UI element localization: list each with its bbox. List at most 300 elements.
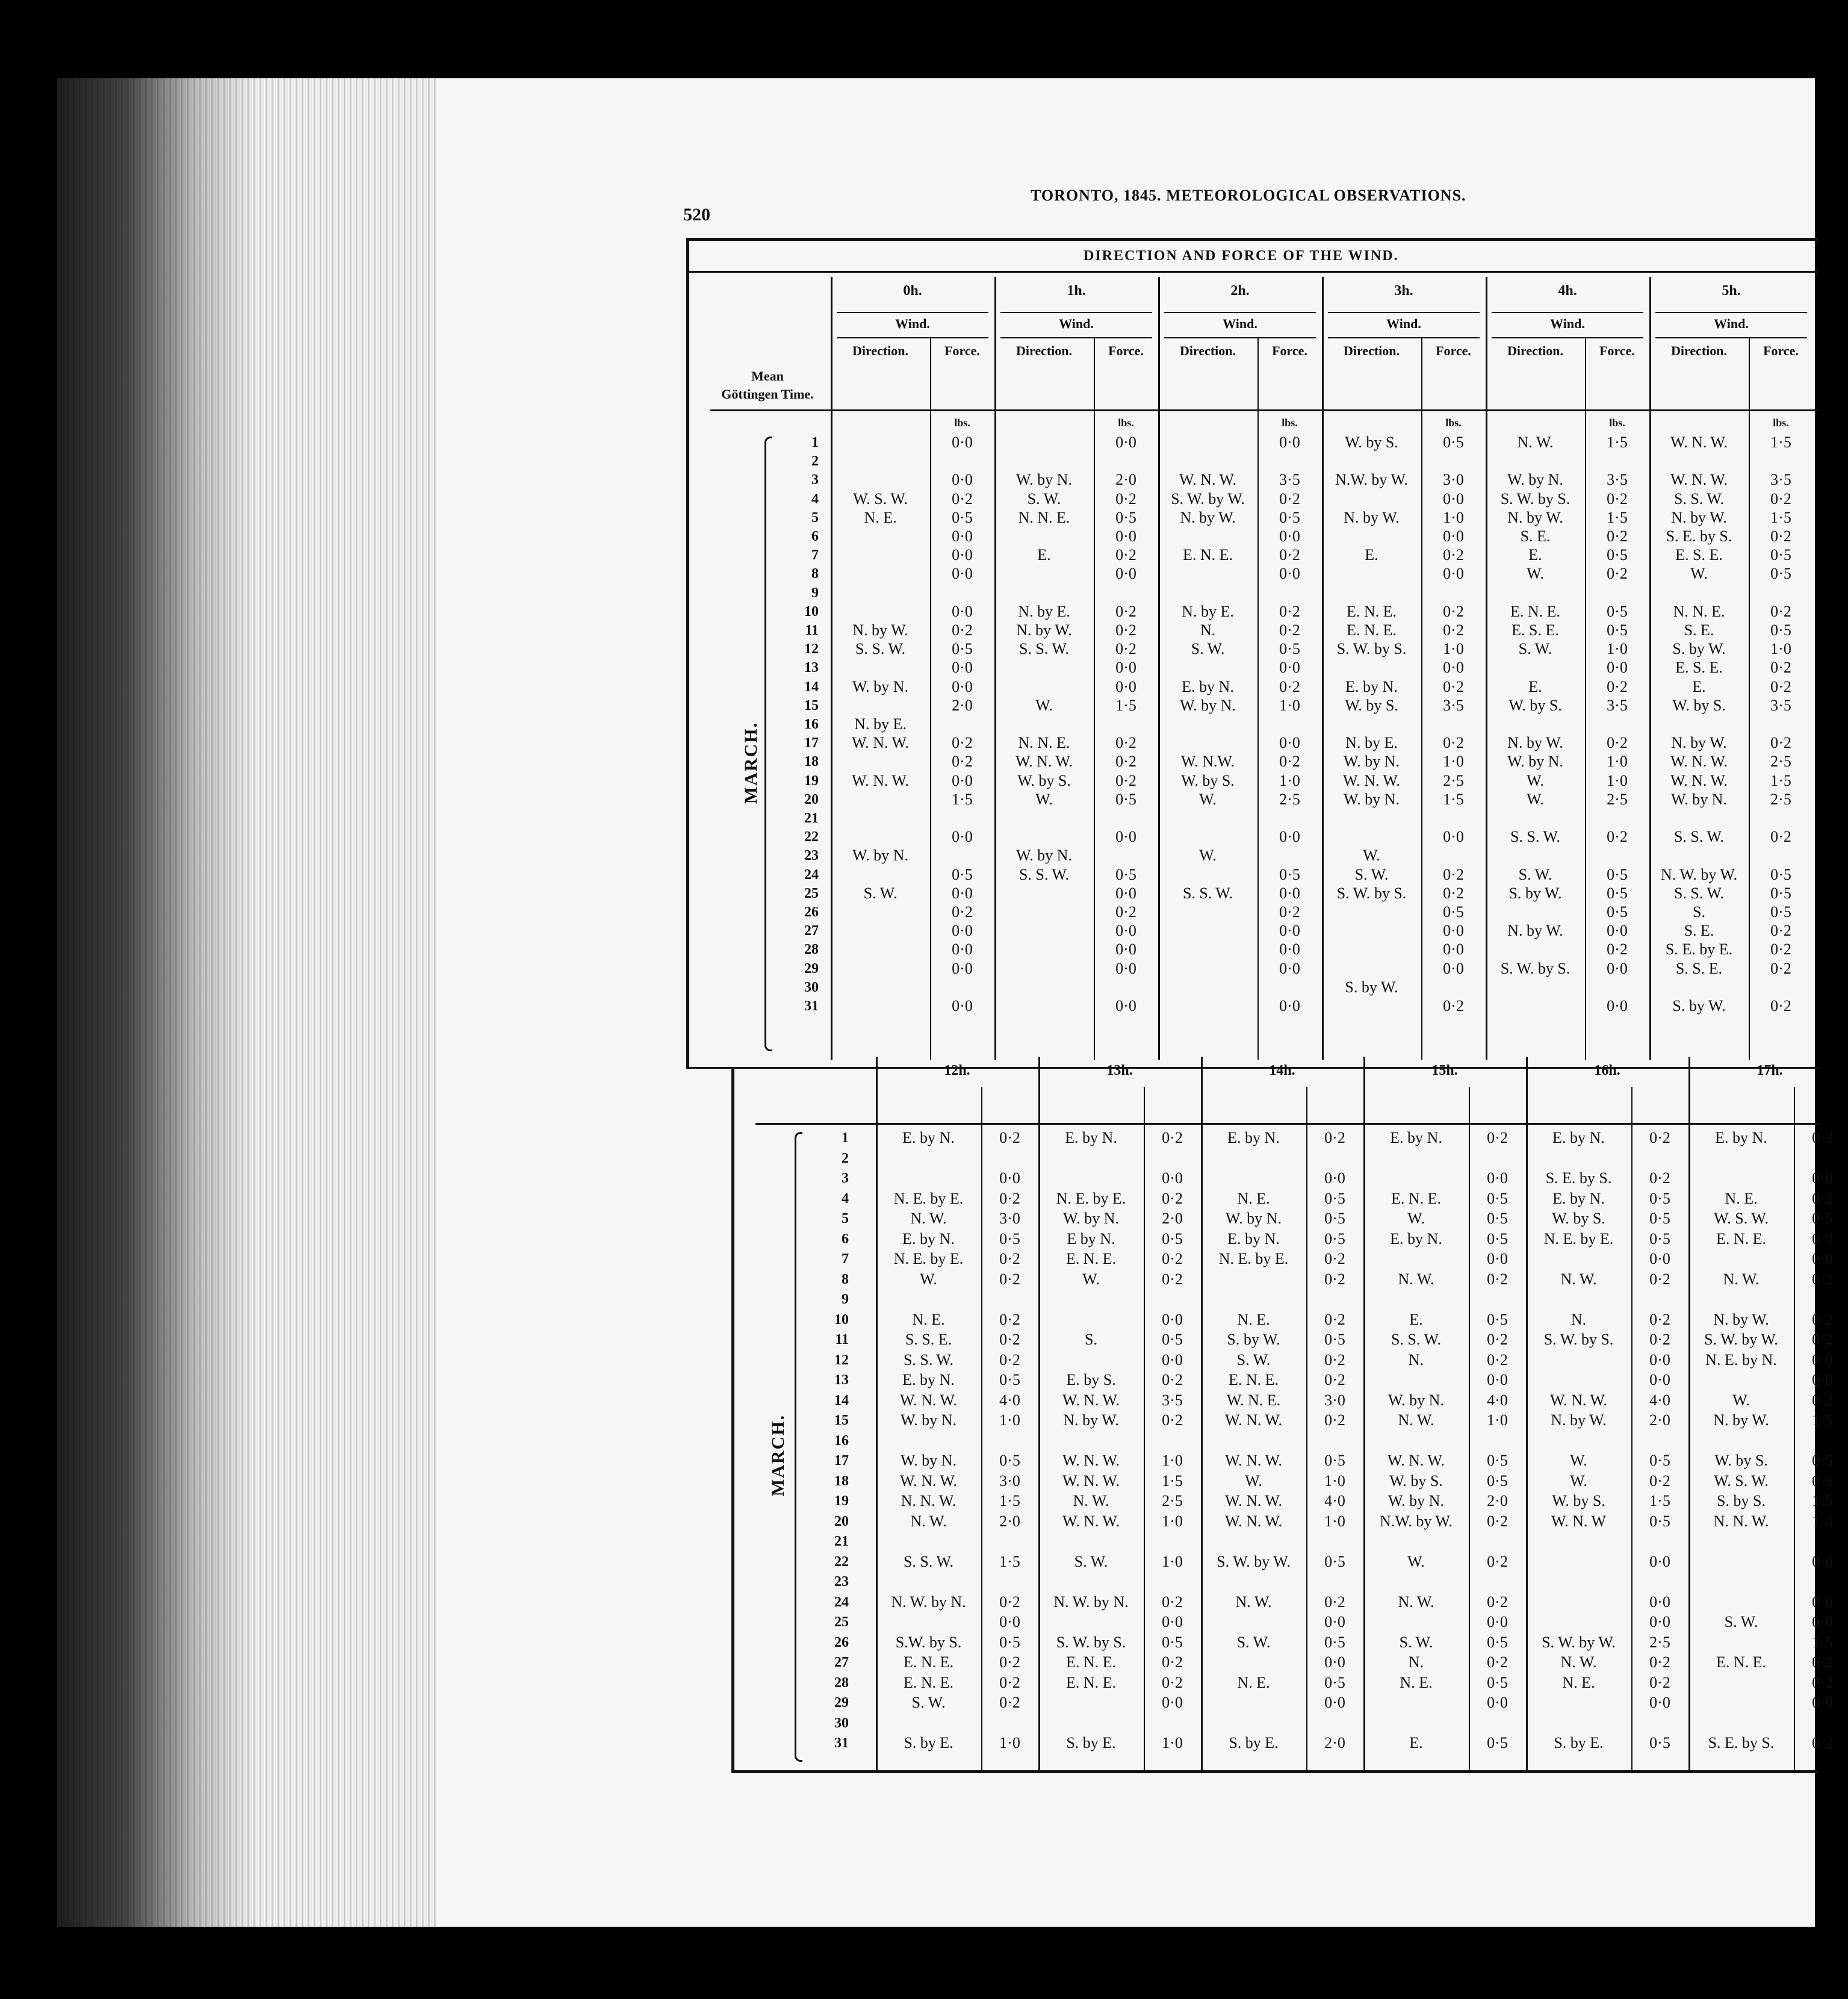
direction-header: Direction. (1507, 343, 1564, 358)
wind-force-cell: 0·0 (1649, 1371, 1670, 1388)
wind-force-cell: 0·5 (1487, 1734, 1508, 1752)
wind-direction-cell: N. (1408, 1653, 1424, 1671)
column-rule (1486, 277, 1487, 1060)
wind-force-cell: 0·0 (1115, 940, 1136, 959)
day-number: 27 (804, 923, 819, 939)
force-rule (1421, 337, 1422, 1060)
wind-direction-cell: W. N. W. (1549, 1391, 1608, 1409)
wind-force-cell: 0·0 (1812, 1250, 1833, 1267)
wind-force-cell: 0·5 (1443, 903, 1464, 921)
wind-force-cell: 0·2 (1162, 1673, 1183, 1691)
wind-direction-cell: W. by N. (852, 847, 908, 865)
wind-force-cell: 0·5 (999, 1230, 1020, 1248)
wind-force-cell: 0·0 (1812, 1351, 1833, 1369)
wind-force-cell: 0·0 (1115, 677, 1136, 695)
wind-force-cell: 0·2 (1649, 1310, 1670, 1328)
table-left-rule (686, 238, 689, 1069)
wind-force-cell: 0·0 (952, 677, 973, 695)
wind-direction-cell: E. by N. (1715, 1129, 1767, 1146)
wind-force-cell: 0·5 (1324, 1633, 1345, 1651)
wind-force-cell: 0·2 (1443, 621, 1464, 639)
wind-force-cell: 0·5 (1115, 790, 1136, 808)
wind-force-cell: 0·2 (1770, 602, 1791, 620)
wind-direction-cell: N. W. (1560, 1653, 1597, 1671)
wind-direction-cell: S. W. by W. (1704, 1331, 1778, 1348)
wind-force-cell: 0·5 (1324, 1210, 1345, 1227)
day-number: 14 (834, 1392, 849, 1408)
hour-header: 15h. (1431, 1063, 1458, 1078)
day-number: 7 (842, 1251, 849, 1267)
wind-force-cell: 1·5 (999, 1492, 1020, 1509)
wind-direction-cell: W. by S. (1714, 1452, 1768, 1469)
wind-force-cell: 0·0 (952, 434, 973, 451)
wind-force-cell: 0·5 (1324, 1673, 1345, 1691)
wind-direction-cell: S. W. (1074, 1552, 1108, 1570)
wind-force-cell: 0·2 (1487, 1351, 1508, 1369)
wind-direction-cell: N. by W. (1180, 508, 1236, 526)
force-rule (930, 337, 931, 1060)
wind-force-cell: 0·2 (999, 1310, 1020, 1328)
wind-direction-cell: W. by N. (1063, 1210, 1119, 1227)
day-number: 15 (834, 1413, 849, 1428)
wind-force-cell: 2·5 (1649, 1633, 1670, 1651)
wind-force-cell: 2·0 (1162, 1210, 1183, 1227)
wind-force-cell: 0·0 (1649, 1613, 1670, 1631)
wind-force-cell: 0·5 (1115, 508, 1136, 526)
wind-force-cell: 0·2 (1770, 959, 1791, 977)
wind-subheader: Wind. (1059, 316, 1094, 331)
wind-direction-cell: N. by W. (1507, 508, 1563, 526)
wind-direction-cell: S. S. E. (905, 1331, 952, 1348)
wind-direction-cell: W. N. W. (1670, 753, 1728, 771)
wind-direction-cell: S. E. (1520, 527, 1551, 545)
wind-direction-cell: E. by N. (1345, 677, 1398, 695)
wind-force-cell: 1·0 (1279, 771, 1300, 789)
wind-direction-cell: W. by S. (1389, 1472, 1443, 1490)
day-number: 9 (811, 585, 819, 601)
day-number: 9 (842, 1292, 849, 1307)
wind-force-cell: 0·2 (1487, 1129, 1508, 1146)
wind-direction-cell: S. E. by S. (1708, 1734, 1775, 1752)
subheader-rule (1164, 312, 1316, 313)
wind-force-cell: 0·2 (1770, 940, 1791, 959)
wind-force-cell: 0·5 (1115, 865, 1136, 883)
wind-force-cell: 0·0 (1812, 1169, 1833, 1187)
wind-direction-cell: S. S. W. (903, 1552, 954, 1570)
wind-force-cell: 0·2 (952, 903, 973, 921)
wind-force-cell: 1·5 (1162, 1472, 1183, 1490)
wind-force-cell: 0·0 (1324, 1613, 1345, 1631)
wind-direction-cell: E. by N. (902, 1129, 955, 1146)
wind-force-cell: 0·0 (1279, 734, 1300, 752)
wind-direction-cell: S. W. by S. (1500, 490, 1570, 508)
header-bottom-rule (755, 1123, 1818, 1125)
day-number: 31 (804, 998, 819, 1014)
day-number: 18 (834, 1473, 849, 1489)
day-number: 2 (842, 1150, 849, 1166)
wind-force-cell: 0·2 (1607, 565, 1628, 583)
wind-direction-cell: S. W. (911, 1694, 946, 1711)
wind-force-cell: 0·5 (1324, 1189, 1345, 1207)
wind-force-cell: 1·0 (1607, 753, 1628, 771)
wind-force-cell: 0·2 (1770, 828, 1791, 846)
wind-direction-cell: W. by N. (1344, 753, 1400, 771)
wind-force-cell: 2·0 (952, 696, 973, 714)
wind-force-cell: 0·2 (1162, 1250, 1183, 1267)
wind-force-cell: 0·0 (1279, 940, 1300, 959)
wind-direction-cell: N. N. W. (901, 1492, 957, 1509)
running-head: TORONTO, 1845. METEOROLOGICAL OBSERVATIONS. (1031, 187, 1466, 204)
wind-direction-cell: E. by N. (1065, 1129, 1117, 1146)
wind-direction-cell: S. E. by E. (1665, 940, 1733, 959)
wind-direction-cell: W. by S. (1552, 1492, 1605, 1509)
wind-force-cell: 0·0 (1279, 884, 1300, 902)
wind-direction-cell: N. W. (1073, 1492, 1109, 1509)
wind-force-cell: 0·2 (1324, 1250, 1345, 1267)
wind-force-cell: 1·0 (999, 1734, 1020, 1752)
wind-force-cell: 0·2 (952, 621, 973, 639)
wind-force-cell: 0·0 (1279, 828, 1300, 846)
wind-force-cell: 1·0 (1443, 508, 1464, 526)
wind-direction-cell: N. E. by E. (1543, 1230, 1614, 1248)
wind-direction-cell: W. N. W. (899, 1472, 958, 1490)
wind-force-cell: 0·0 (1443, 959, 1464, 977)
day-number: 25 (834, 1614, 849, 1630)
wind-force-cell: 1·0 (1770, 640, 1791, 658)
day-number: 16 (834, 1432, 849, 1449)
wind-force-cell: 0·2 (1812, 1653, 1833, 1671)
day-number: 4 (811, 491, 819, 507)
wind-force-cell: 0·0 (1649, 1250, 1670, 1267)
wind-direction-cell: N. N. E. (1018, 734, 1070, 752)
wind-force-cell: 1·0 (1279, 696, 1300, 714)
page-number: 520 (683, 205, 710, 225)
day-number: 11 (805, 623, 819, 638)
wind-force-cell: 0·2 (1487, 1552, 1508, 1570)
wind-direction-cell: N. W. (910, 1512, 947, 1530)
wind-force-cell: 0·2 (1443, 734, 1464, 752)
column-rule (1526, 1057, 1528, 1770)
wind-force-cell: 0·2 (1279, 621, 1300, 639)
wind-force-cell: 0·0 (1279, 434, 1300, 451)
month-label: MARCH. (768, 1414, 789, 1497)
wind-force-cell: 3·0 (1324, 1391, 1345, 1409)
day-number: 30 (834, 1715, 849, 1731)
wind-direction-cell: S. S. W. (903, 1351, 954, 1369)
force-header: Force. (1272, 343, 1307, 358)
wind-direction-cell: S. W. (863, 884, 898, 902)
day-number: 31 (834, 1735, 849, 1751)
wind-direction-cell: S. E. (1684, 922, 1714, 940)
day-number: 21 (804, 810, 819, 826)
month-brace (764, 437, 772, 1051)
wind-force-cell: 0·5 (1770, 621, 1791, 639)
title-underline (689, 271, 1818, 273)
wind-force-cell: 0·0 (1812, 1552, 1833, 1570)
wind-force-cell: 0·2 (1115, 602, 1136, 620)
wind-direction-cell: N. E. (1725, 1189, 1758, 1207)
wind-force-cell: 0·2 (1115, 640, 1136, 658)
wind-direction-cell: S. (1693, 903, 1705, 921)
wind-direction-cell: E. S. E. (1512, 621, 1559, 639)
wind-direction-cell: N. E. (912, 1310, 945, 1328)
wind-force-cell: 1·5 (999, 1552, 1020, 1570)
wind-force-cell: 0·0 (952, 527, 973, 545)
wind-force-cell: 0·2 (1162, 1371, 1183, 1388)
wind-force-cell: 0·5 (1487, 1230, 1508, 1248)
wind-force-cell: 0·2 (1487, 1512, 1508, 1530)
column-rule (1158, 277, 1160, 1060)
wind-force-cell: 0·2 (1487, 1270, 1508, 1288)
subheader-rule (1164, 337, 1316, 338)
month-brace (795, 1132, 802, 1762)
subheader-rule (1000, 337, 1152, 338)
wind-force-cell: 0·2 (1812, 1734, 1833, 1752)
wind-force-cell: 0·0 (952, 602, 973, 620)
day-number: 22 (834, 1553, 849, 1570)
wind-direction-cell: S. W. by W. (1542, 1633, 1616, 1651)
wind-force-cell: 1·5 (1770, 434, 1791, 451)
direction-header: Direction. (1179, 343, 1236, 358)
day-number: 8 (811, 566, 819, 582)
wind-direction-cell: W. (1690, 565, 1708, 583)
wind-force-cell: 0·5 (1649, 1189, 1670, 1207)
wind-force-cell: 0·2 (1812, 1270, 1833, 1288)
wind-force-cell: 0·2 (1162, 1653, 1183, 1671)
wind-force-cell: 0·5 (1649, 1734, 1670, 1752)
wind-force-cell: 0·0 (952, 546, 973, 564)
hour-header: 13h. (1106, 1063, 1133, 1078)
wind-force-cell: 0·0 (1607, 997, 1628, 1015)
wind-force-cell: 0·5 (1607, 865, 1628, 883)
wind-force-cell: 1·0 (1162, 1734, 1183, 1752)
wind-force-cell: 0·0 (1279, 527, 1300, 545)
wind-force-cell: 0·2 (1443, 677, 1464, 695)
wind-direction-cell: W. by S. (1672, 696, 1726, 714)
day-number: 29 (834, 1695, 849, 1711)
page-edges-shadow (57, 78, 256, 1927)
wind-subheader: Wind. (1386, 316, 1421, 331)
day-number: 12 (834, 1352, 849, 1368)
wind-direction-cell: N. W. by N. (891, 1593, 966, 1611)
wind-direction-cell: W. N. W. (1224, 1411, 1283, 1429)
wind-direction-cell: W. (1527, 790, 1544, 808)
wind-force-cell: 0·0 (1324, 1169, 1345, 1187)
wind-force-cell: 0·2 (999, 1673, 1020, 1691)
wind-force-cell: 2·5 (1770, 790, 1791, 808)
wind-force-cell: 0·5 (1770, 546, 1791, 564)
wind-force-cell: 0·0 (1812, 1371, 1833, 1388)
wind-force-cell: 0·0 (1443, 659, 1464, 677)
wind-direction-cell: S. S. E. (1675, 959, 1723, 977)
wind-direction-cell: S. by E. (1554, 1734, 1604, 1752)
wind-direction-cell: W. N. W. (1224, 1452, 1283, 1469)
wind-force-cell: 0·5 (1279, 640, 1300, 658)
wind-force-cell: 0·2 (1770, 527, 1791, 545)
wind-direction-cell: N. W. (1560, 1270, 1597, 1288)
wind-force-cell: 0·5 (1607, 884, 1628, 902)
wind-force-cell: 0·2 (1324, 1351, 1345, 1369)
wind-force-cell: 2·5 (1443, 771, 1464, 789)
wind-force-cell: 0·2 (1115, 734, 1136, 752)
day-number: 26 (804, 904, 819, 920)
force-rule (1094, 337, 1095, 1060)
wind-force-cell: 0·0 (1443, 828, 1464, 846)
wind-force-cell: 0·2 (1770, 734, 1791, 752)
day-number: 10 (834, 1311, 849, 1328)
wind-force-cell: 0·0 (1443, 490, 1464, 508)
wind-force-cell: 0·2 (952, 753, 973, 771)
day-number: 18 (804, 754, 819, 770)
subheader-rule (1655, 312, 1807, 313)
wind-force-cell: 0·5 (1649, 1512, 1670, 1530)
wind-direction-cell: E. (1692, 677, 1706, 695)
wind-force-cell: 0·2 (1115, 490, 1136, 508)
wind-force-cell: 1·5 (1812, 1633, 1833, 1651)
wind-force-cell: 0·5 (1487, 1633, 1508, 1651)
wind-direction-cell: N. by W. (1063, 1411, 1119, 1429)
day-number: 21 (834, 1534, 849, 1549)
wind-direction-cell: E. by N. (1182, 677, 1234, 695)
day-number: 16 (804, 717, 819, 732)
force-rule (1306, 1087, 1307, 1770)
wind-direction-cell: N. E. (864, 508, 897, 526)
wind-direction-cell: E. by N. (902, 1230, 955, 1248)
wind-subheader: Wind. (1714, 316, 1749, 331)
wind-direction-cell: N. W. (1517, 434, 1554, 451)
wind-force-cell: 0·2 (1812, 1391, 1833, 1409)
force-rule (1144, 1087, 1145, 1770)
wind-direction-cell: S. W. (1518, 865, 1552, 883)
wind-direction-cell: S. S. W. (1673, 490, 1725, 508)
wind-direction-cell: N. by W. (1713, 1310, 1769, 1328)
day-number: 10 (804, 603, 819, 620)
force-rule (1469, 1087, 1470, 1770)
wind-force-cell: 0·0 (952, 659, 973, 677)
wind-direction-cell: N. by W. (1713, 1411, 1769, 1429)
hour-header: 5h. (1722, 283, 1741, 299)
wind-force-cell: 0·2 (1115, 771, 1136, 789)
wind-direction-cell: W. (1527, 771, 1544, 789)
wind-force-cell: 0·0 (952, 884, 973, 902)
table-top-rule (686, 238, 1818, 241)
wind-force-cell: 0·0 (1324, 1694, 1345, 1711)
wind-direction-cell: W. N. W. (1062, 1391, 1120, 1409)
wind-force-cell: 4·0 (1487, 1391, 1508, 1409)
wind-direction-cell: W. by N. (901, 1411, 957, 1429)
wind-direction-cell: N. W. (1723, 1270, 1760, 1288)
day-number: 3 (811, 472, 819, 488)
wind-direction-cell: N. E. (1562, 1673, 1595, 1691)
wind-direction-cell: N. (1408, 1351, 1424, 1369)
column-rule (1201, 1057, 1203, 1770)
wind-direction-cell: N. by W. (1507, 922, 1563, 940)
table-bottom-rule (731, 1770, 1818, 1773)
wind-force-cell: 0·0 (1115, 997, 1136, 1015)
wind-force-cell: 1·5 (1607, 434, 1628, 451)
wind-direction-cell: S. S. W. (1673, 884, 1725, 902)
wind-force-cell: 0·2 (999, 1694, 1020, 1711)
column-rule (1038, 1057, 1040, 1770)
wind-force-cell: 0·0 (1115, 659, 1136, 677)
wind-force-cell: 0·5 (952, 508, 973, 526)
wind-force-cell: 0·2 (1649, 1653, 1670, 1671)
wind-direction-cell: E. N. E. (1391, 1189, 1442, 1207)
force-rule (981, 1087, 982, 1770)
wind-force-cell: 0·5 (1770, 884, 1791, 902)
wind-direction-cell: E. N. E. (1346, 602, 1397, 620)
wind-direction-cell: N. W. by N. (1053, 1593, 1129, 1611)
wind-direction-cell: W. N. W. (1224, 1492, 1283, 1509)
day-number: 17 (834, 1453, 849, 1469)
wind-direction-cell: W. N. E. (1226, 1391, 1281, 1409)
wind-direction-cell: W. N. W. (1224, 1512, 1283, 1530)
wind-direction-cell: E. N. E. (903, 1673, 954, 1691)
wind-force-cell: 0·5 (1649, 1452, 1670, 1469)
wind-force-cell: 1·5 (1770, 771, 1791, 789)
wind-force-cell: 2·0 (999, 1512, 1020, 1530)
subheader-rule (1492, 312, 1643, 313)
wind-direction-cell: E. S. E. (1675, 546, 1723, 564)
wind-direction-cell: E. N. E. (1228, 1371, 1279, 1388)
day-number: 25 (804, 885, 819, 901)
wind-force-cell: 0·2 (1649, 1472, 1670, 1490)
wind-force-cell: 0·5 (1607, 621, 1628, 639)
wind-direction-cell: W. (1570, 1452, 1587, 1469)
subheader-rule (837, 312, 988, 313)
wind-force-cell: 1·0 (1162, 1452, 1183, 1469)
wind-force-cell: 0·2 (1487, 1593, 1508, 1611)
wind-direction-cell: N. N. W. (1713, 1512, 1769, 1530)
wind-direction-cell: E. N. E. (1346, 621, 1397, 639)
wind-force-cell: 1·0 (1607, 640, 1628, 658)
day-number: 11 (835, 1332, 849, 1348)
force-header: Force. (1763, 343, 1799, 358)
force-rule (1749, 337, 1750, 1060)
wind-direction-cell: N. E. by N. (1705, 1351, 1777, 1369)
wind-direction-cell: N. E. by E. (893, 1250, 964, 1267)
wind-force-cell: 0·2 (1770, 677, 1791, 695)
wind-force-cell: 2·0 (1324, 1734, 1345, 1752)
wind-force-cell: 0·5 (1487, 1673, 1508, 1691)
wind-direction-cell: E. N. E. (1065, 1673, 1117, 1691)
hour-header: 3h. (1394, 283, 1413, 299)
wind-force-cell: 0·2 (1162, 1593, 1183, 1611)
direction-header: Direction. (1343, 343, 1400, 358)
day-number: 19 (804, 773, 819, 789)
wind-direction-cell: W. S. W. (1714, 1472, 1769, 1490)
wind-force-cell: 0·5 (1607, 903, 1628, 921)
wind-direction-cell: N. E. (1400, 1673, 1433, 1691)
wind-force-cell: 2·5 (1279, 790, 1300, 808)
wind-direction-cell: W. (1245, 1472, 1262, 1490)
wind-force-cell: 0·5 (1487, 1472, 1508, 1490)
wind-direction-cell: E. N. E. (1716, 1653, 1767, 1671)
wind-force-cell: 1·0 (1443, 640, 1464, 658)
wind-force-cell: 0·2 (1487, 1653, 1508, 1671)
wind-direction-cell: W. N. W. (899, 1391, 958, 1409)
column-rule (876, 1057, 878, 1770)
wind-force-cell: 0·5 (1279, 508, 1300, 526)
wind-direction-cell: W. N. W. (1342, 771, 1401, 789)
wind-direction-cell: W. by N. (1388, 1492, 1444, 1509)
wind-direction-cell: E. N. E. (1182, 546, 1233, 564)
wind-force-cell: 0·2 (952, 490, 973, 508)
wind-force-cell: 0·5 (1443, 434, 1464, 451)
wind-direction-cell: E. (1365, 546, 1378, 564)
wind-force-cell: 0·0 (1162, 1613, 1183, 1631)
wind-direction-cell: W. by S. (1017, 771, 1071, 789)
